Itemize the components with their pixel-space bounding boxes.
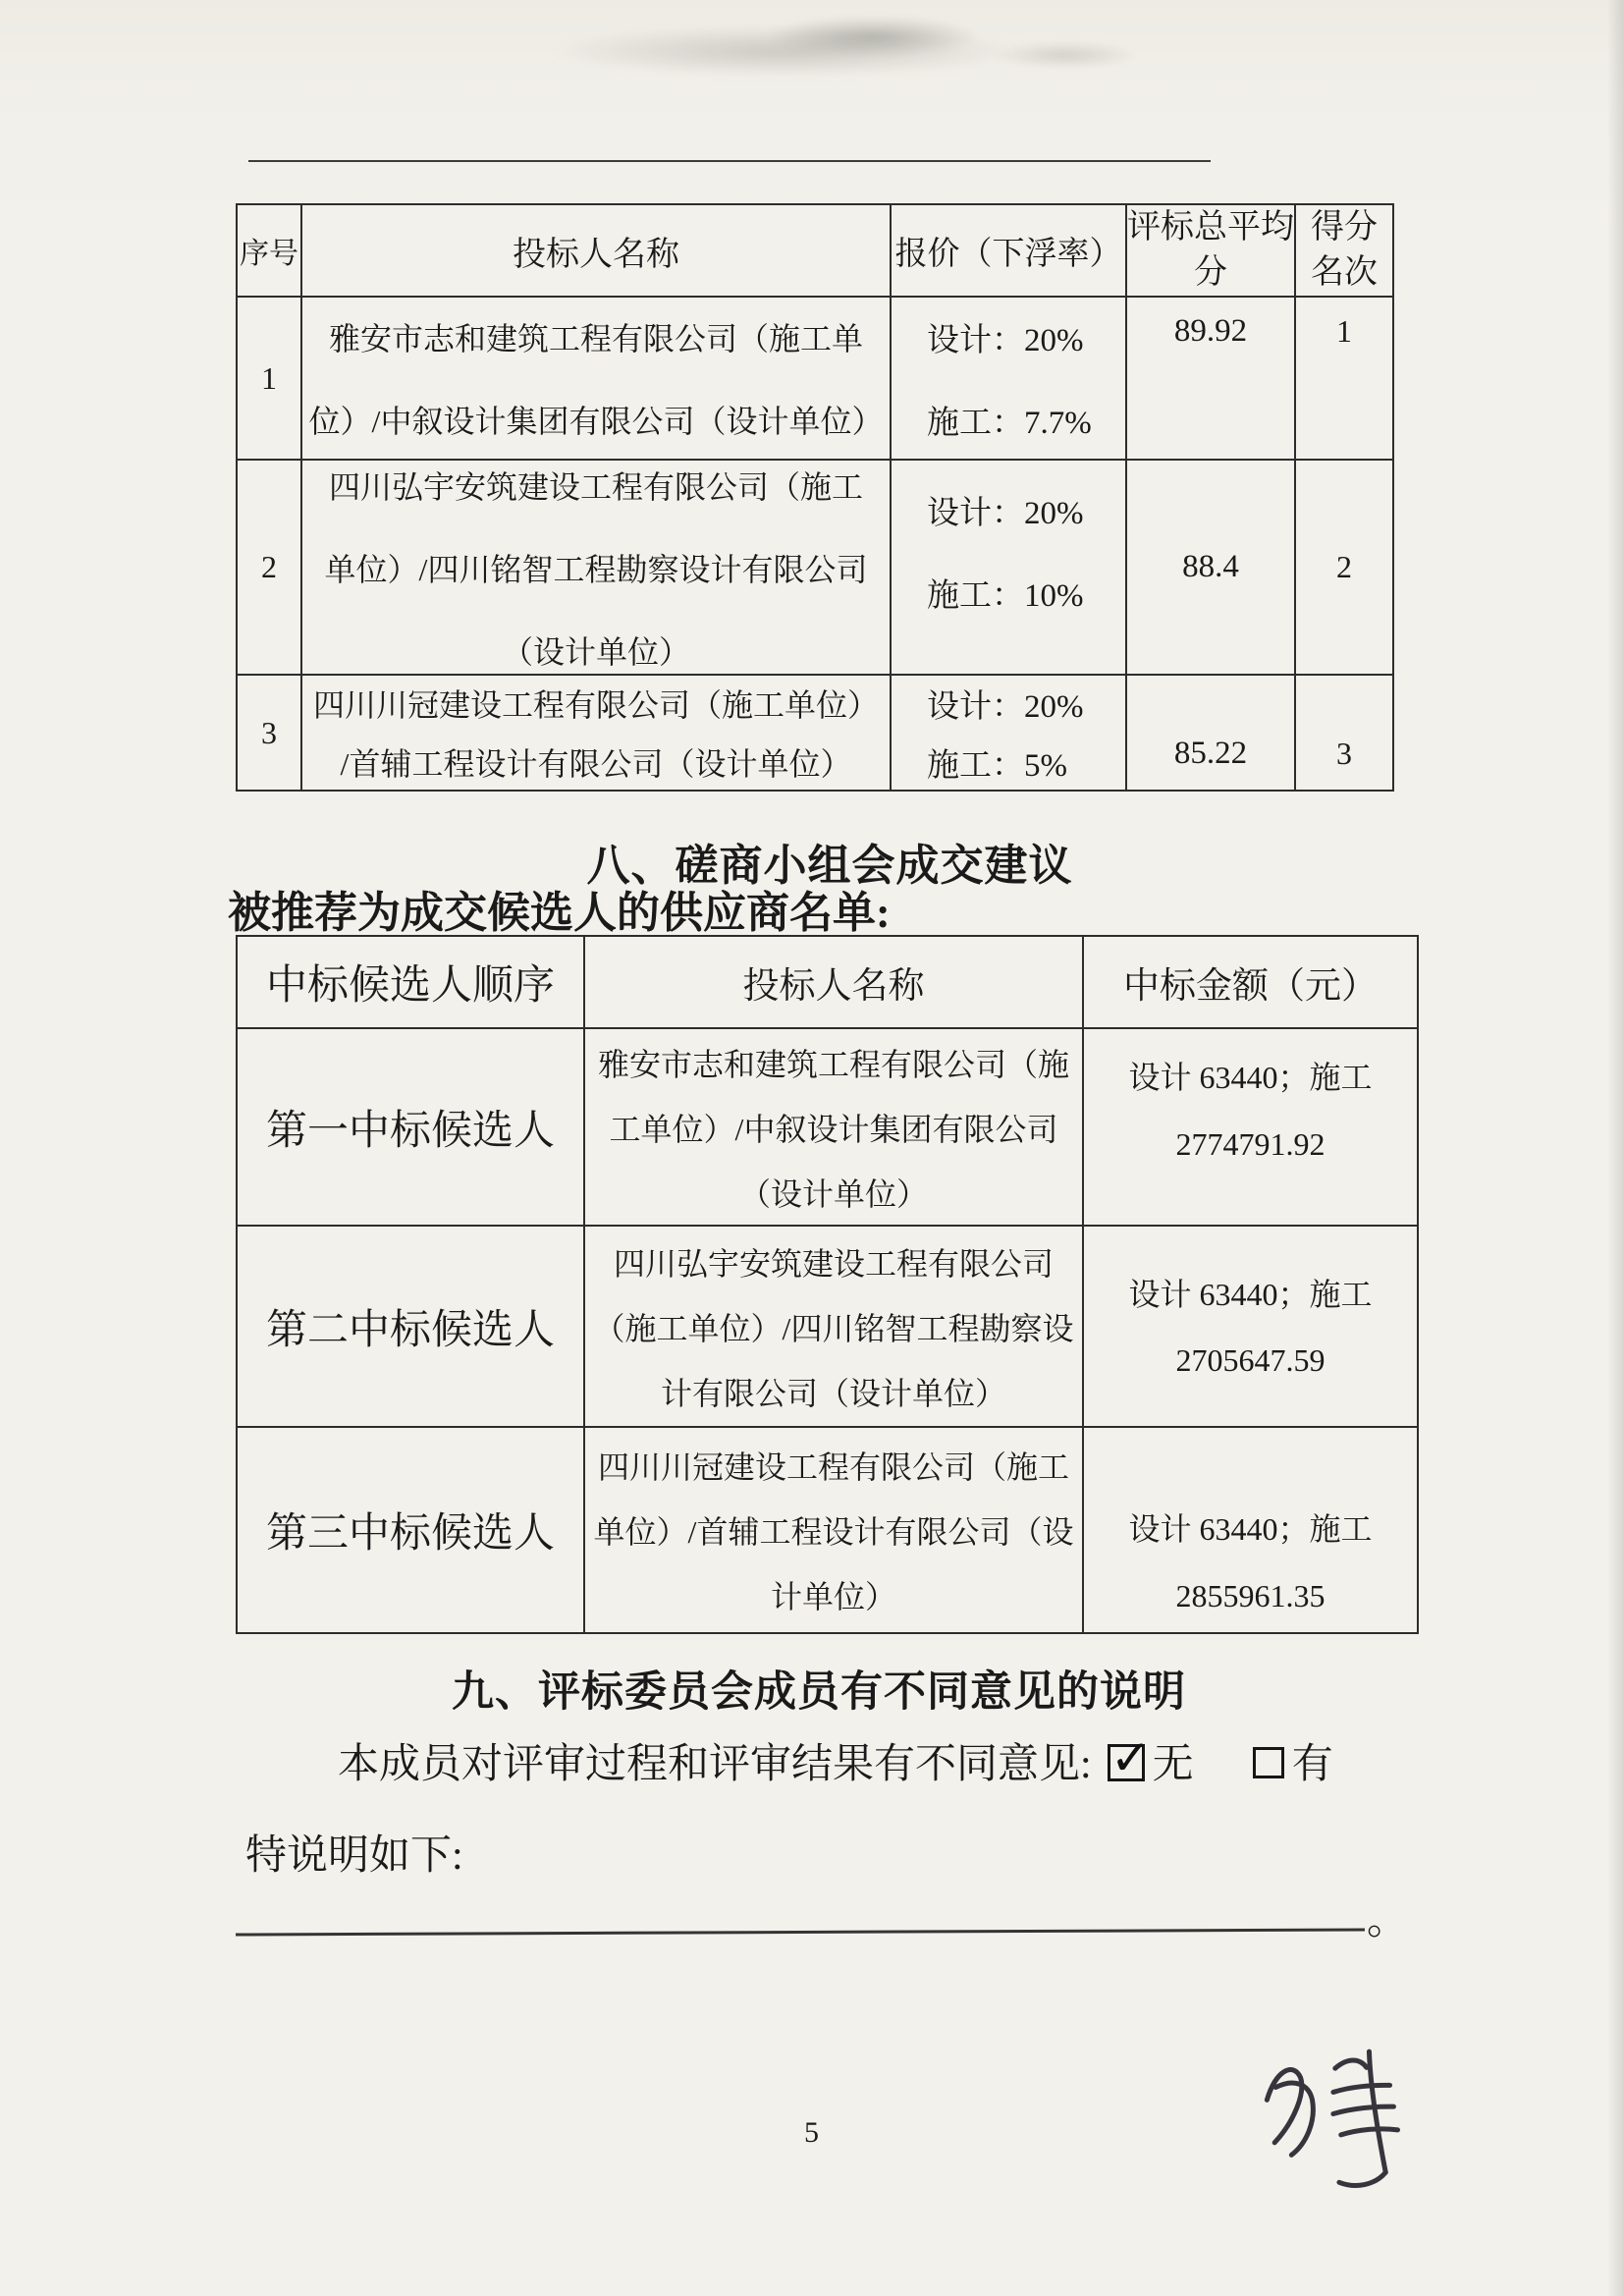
bidder-name-line: 计有限公司（设计单位） <box>660 1375 1006 1411</box>
bidder-name-line: 工单位）/中叙设计集团有限公司 <box>609 1111 1058 1147</box>
cell-award-amount <box>1082 1227 1417 1426</box>
section8-subtitle: 被推荐为成交候选人的供应商名单: <box>228 889 891 937</box>
cell-avg-score: 88.4 <box>1125 461 1294 674</box>
cell-bidder-name <box>300 298 890 459</box>
cell-candidate-order: 第一中标候选人 <box>265 1108 555 1154</box>
scan-smudge <box>992 41 1139 69</box>
bid-table-header-row <box>238 205 1392 296</box>
quote-line: 施工：7.7% <box>927 405 1092 441</box>
bidder-name-line: 位）/中叙设计集团有限公司（设计单位） <box>308 404 884 439</box>
col-header-bidder: 投标人名称 <box>300 205 890 296</box>
bid-evaluation-table <box>236 203 1394 792</box>
cell-avg-score: 85.22 <box>1125 676 1294 790</box>
signature <box>1249 2034 1431 2197</box>
bidder-name-line: （施工单位）/四川铭智工程勘察设 <box>593 1310 1074 1346</box>
bidder-name-line: 四川川冠建设工程有限公司（施工 <box>597 1449 1069 1485</box>
cell-bidder-name <box>583 1029 1082 1225</box>
check-mark-icon: ✓ <box>1109 1729 1152 1786</box>
fill-in-blank-line <box>236 1928 1365 1936</box>
bidder-name-line: 四川川冠建设工程有限公司（施工单位） <box>312 687 879 723</box>
cell-bidder-name <box>583 1428 1082 1632</box>
cell-rank: 3 <box>1294 676 1392 790</box>
bidder-name-line: 单位）/四川铭智工程勘察设计有限公司 <box>324 551 868 587</box>
candidate-row-1 <box>238 1027 1417 1225</box>
col-header-amount: 中标金额（元） <box>1082 937 1417 1027</box>
cell-quote <box>890 461 1125 674</box>
bidder-name-line: /首辅工程设计有限公司（设计单位） <box>340 746 852 782</box>
col-header-no: 序号 <box>240 238 298 270</box>
cell-candidate-order: 第三中标候选人 <box>265 1511 555 1557</box>
statement-text: 本成员对评审过程和评审结果有不同意见: <box>338 1742 1092 1787</box>
col-header-rank: 得分名次 <box>1294 205 1392 296</box>
candidate-row-2 <box>238 1225 1417 1426</box>
amount-line: 2855961.35 <box>1175 1577 1325 1613</box>
cell-quote <box>890 676 1125 790</box>
bidder-name-line: （设计单位） <box>501 633 690 670</box>
col-header-avg-score: 评标总平均分 <box>1125 205 1294 296</box>
bid-table-row-3 <box>238 674 1392 790</box>
cell-bidder-name <box>300 676 890 790</box>
amount-line: 设计 63440；施工 <box>1128 1060 1373 1095</box>
cell-rank: 2 <box>1294 461 1392 674</box>
quote-line: 施工：5% <box>927 747 1067 784</box>
amount-line: 2774791.92 <box>1175 1125 1325 1162</box>
header-rule <box>248 160 1211 162</box>
note-label: 特说明如下: <box>245 1833 463 1879</box>
cell-bidder-name <box>583 1227 1082 1426</box>
quote-line: 施工：10% <box>927 577 1084 614</box>
quote-line: 设计：20% <box>927 495 1084 531</box>
cell-serial-no: 2 <box>261 549 277 584</box>
bidder-name-line: 四川弘宇安筑建设工程有限公司 <box>613 1245 1054 1282</box>
bidder-name-line: 雅安市志和建筑工程有限公司（施工单 <box>328 321 863 356</box>
cell-award-amount <box>1082 1428 1417 1632</box>
page-number: 5 <box>804 2116 819 2149</box>
bidder-name-line: 计单位） <box>770 1579 896 1614</box>
scan-smudge <box>550 26 1021 77</box>
cell-candidate-order: 第二中标候选人 <box>265 1307 555 1353</box>
disagreement-statement <box>338 1731 1333 1790</box>
col-header-quote: 报价（下浮率） <box>890 205 1125 296</box>
bid-table-row-1 <box>238 296 1392 459</box>
scan-edge-shadow <box>1607 0 1623 2296</box>
candidate-table-header-row <box>238 937 1417 1027</box>
cell-serial-no: 3 <box>261 714 277 750</box>
cell-award-amount <box>1082 1029 1417 1225</box>
section8-heading: 八、磋商小组会成交建议 <box>586 842 1073 890</box>
cell-rank: 1 <box>1294 298 1392 459</box>
bidder-name-line: 雅安市志和建筑工程有限公司（施 <box>597 1046 1069 1082</box>
col-header-bidder: 投标人名称 <box>583 937 1082 1027</box>
amount-line: 设计 63440；施工 <box>1128 1511 1373 1547</box>
bidder-name-line: 单位）/首辅工程设计有限公司（设 <box>593 1514 1074 1550</box>
bid-table-row-2 <box>238 459 1392 674</box>
checkbox-unchecked-icon <box>1253 1747 1284 1778</box>
option-yes-label: 有 <box>1291 1742 1333 1787</box>
line-end-period: 。 <box>1367 1898 1409 1943</box>
section9-heading: 九、评标委员会成员有不同意见的说明 <box>452 1669 1186 1716</box>
scan-smudge <box>766 16 982 57</box>
cell-serial-no: 1 <box>261 359 277 396</box>
bidder-name-line: 四川弘宇安筑建设工程有限公司（施工 <box>328 468 863 505</box>
quote-line: 设计：20% <box>927 688 1084 725</box>
option-none-label: 无 <box>1152 1742 1194 1787</box>
bidder-name-line: （设计单位） <box>738 1175 928 1212</box>
amount-line: 2705647.59 <box>1175 1342 1325 1378</box>
col-header-candidate-order: 中标候选人顺序 <box>265 963 555 1009</box>
cell-avg-score: 89.92 <box>1125 298 1294 459</box>
cell-quote <box>890 298 1125 459</box>
candidate-table <box>236 935 1419 1634</box>
cell-bidder-name <box>300 461 890 674</box>
checkbox-checked-icon <box>1108 1729 1152 1786</box>
amount-line: 设计 63440；施工 <box>1128 1276 1373 1312</box>
candidate-row-3 <box>238 1426 1417 1632</box>
quote-line: 设计：20% <box>927 322 1084 358</box>
